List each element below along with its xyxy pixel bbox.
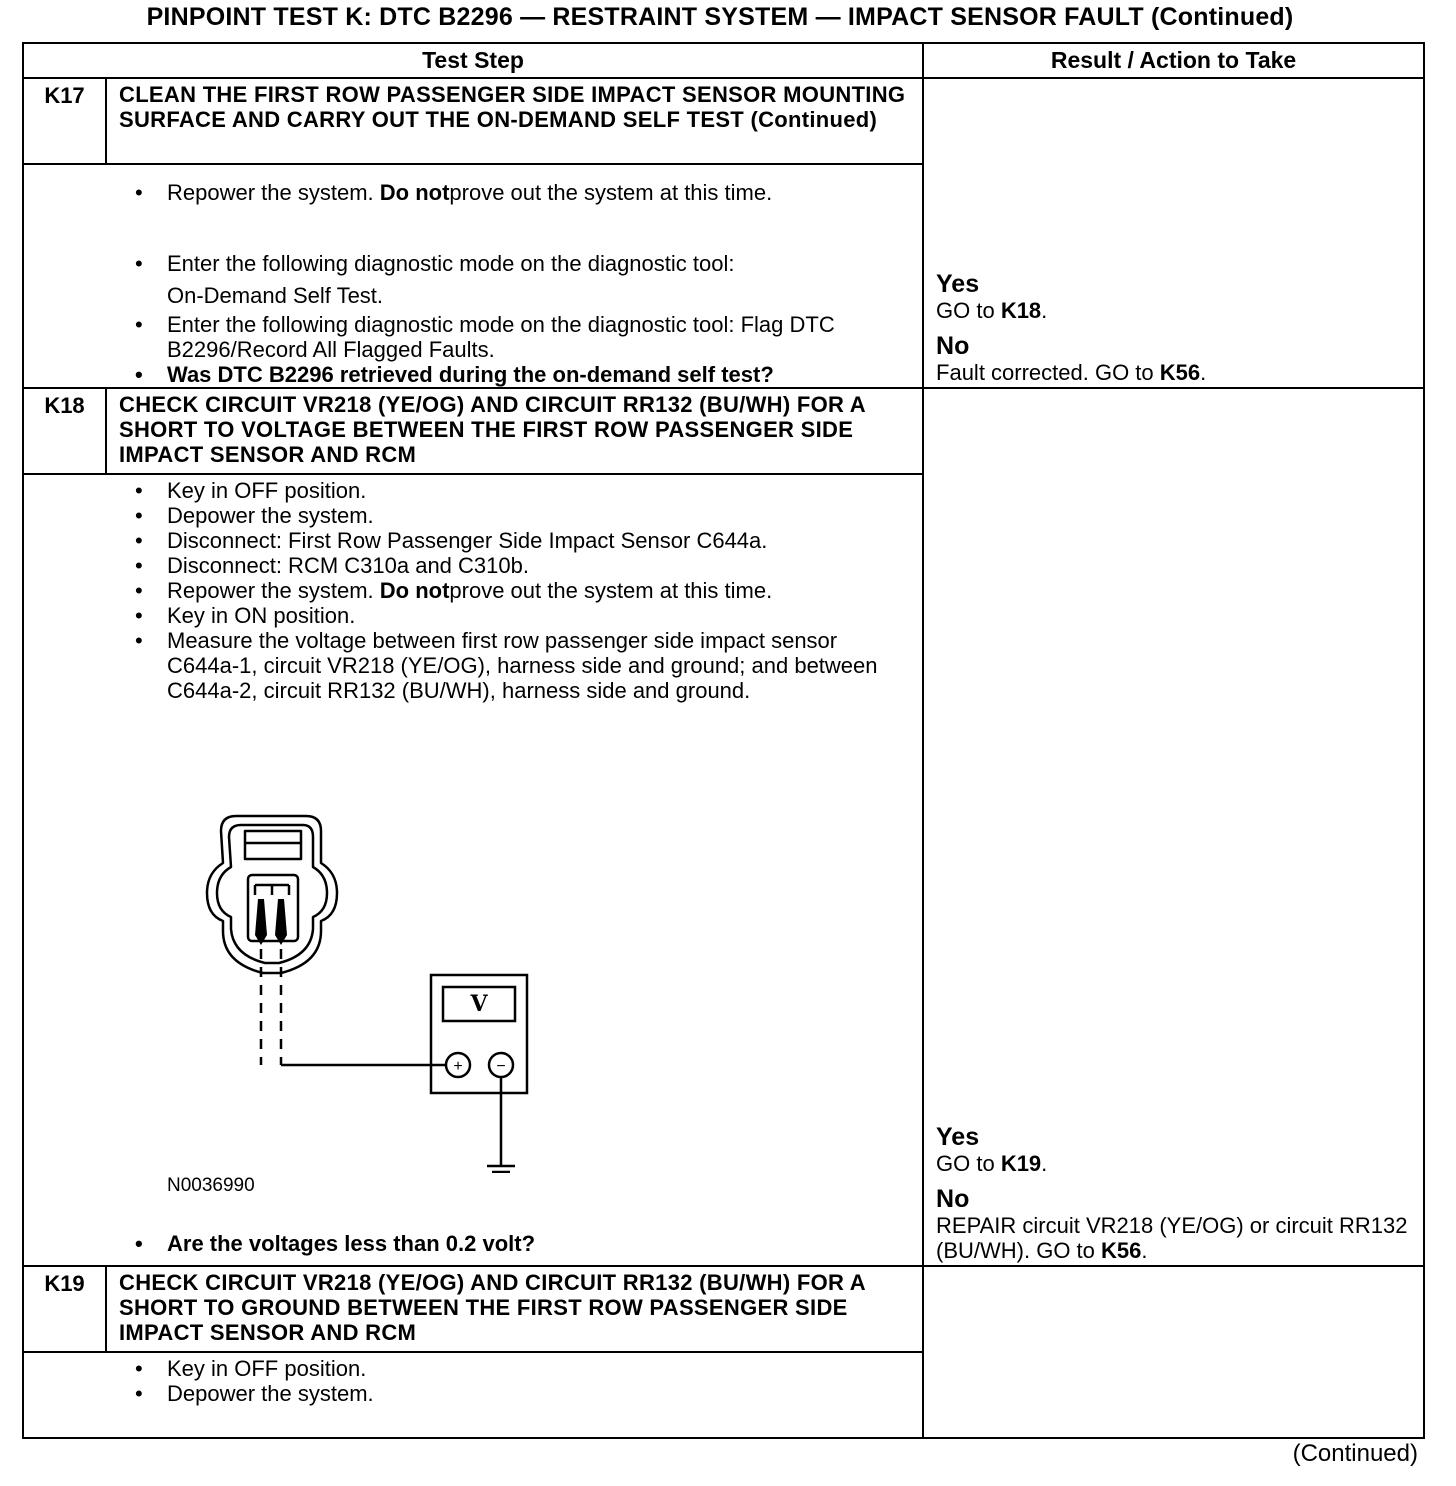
table-header-row [23,43,1424,78]
result-k18-yes-action: GO to K19. [936,1151,1048,1176]
probe-2 [275,899,287,945]
page-title: PINPOINT TEST K: DTC B2296 — RESTRAINT SYSTEM — IMPACT SENSOR FAULT (Continued) [146,3,1294,31]
link-k56[interactable]: K56 [1159,360,1201,385]
step-id-k18: K18 [23,388,106,474]
result-k19 [923,1266,1424,1438]
result-k17-no-action: Fault corrected. GO to K56. [936,360,1207,385]
step-k19-title-row [23,1266,1424,1352]
step-body-k17 [23,164,923,388]
list-item: • Repower the system. Do notprove out the system at this time. [131,578,910,603]
list-item: • Repower the system. Do notprove out the system at this time. [131,180,910,205]
list-item: • Was DTC B2296 retrieved during the on-demand self test? [131,362,910,387]
link-k56[interactable]: K56 [1101,1238,1142,1263]
pinpoint-test-table [22,42,1425,1439]
list-item: • Enter the following diagnostic mode on the diagnostic tool: On-Demand Self Test. [131,248,910,312]
list-item: • Enter the following diagnostic mode on the diagnostic tool: Flag DTC B2296/Record All Flagged Faults. [131,312,910,362]
step-title-k19: CHECK CIRCUIT VR218 (YE/OG) AND CIRCUIT RR132 (BU/WH) FOR A SHORT TO GROUND BETWEEN THE FIRST ROW PASSENGER SIDE IMPACT SENSOR AND RCM [106,1266,923,1352]
figure-id: N0036990 [167,1175,255,1196]
step-k17-title-row [23,78,1424,164]
list-item: • Key in OFF position. [131,478,910,503]
step-id-k19: K19 [23,1266,106,1352]
list-item: • Measure the voltage between first row passenger side impact sensor C644a-1, circuit VR218 (YE/OG), harness side and ground; and between C644a-2, circuit RR132 (BU/WH), harness side and ground. [131,628,910,703]
result-k17-yes-label: Yes [936,270,980,298]
plus-label: + [453,1058,463,1075]
figure-voltage-measurement [131,703,910,1231]
list-item: • Key in OFF position. [131,1356,910,1381]
step-title-k17: CLEAN THE FIRST ROW PASSENGER SIDE IMPACT SENSOR MOUNTING SURFACE AND CARRY OUT THE ON-DEMAND SELF TEST (Continued) [106,78,923,164]
list-item: • Disconnect: First Row Passenger Side Impact Sensor C644a. [131,528,910,553]
step-id-k17: K17 [23,78,106,164]
step-k18-title-row [23,388,1424,474]
link-k19[interactable]: K19 [1000,1151,1042,1176]
voltmeter-symbol: V [470,991,488,1017]
link-k18[interactable]: K18 [1000,298,1042,323]
list-item: • Key in ON position. [131,603,910,628]
header-test-step: Test Step [23,43,923,78]
result-k17-yes-action: GO to K18. [936,298,1048,323]
step-body-k18 [23,474,923,1266]
list-item: • Depower the system. [131,503,910,528]
result-k18-yes-label: Yes [936,1123,980,1151]
voltmeter-connector-diagram [131,703,731,1173]
continued-footer: (Continued) [1292,1440,1418,1467]
result-k17 [923,78,1424,388]
list-item: • Depower the system. [131,1381,910,1406]
list-item: • Are the voltages less than 0.2 volt? [131,1231,910,1256]
result-k18 [923,388,1424,1266]
result-k18-no-label: No [936,1185,970,1213]
header-result-action: Result / Action to Take [923,43,1424,78]
minus-label: − [496,1058,506,1075]
step-body-k19 [23,1352,923,1438]
result-k18-no-action: REPAIR circuit VR218 (YE/OG) or circuit RR132 (BU/WH). GO to K56. [936,1213,1408,1263]
result-k17-no-label: No [936,332,970,360]
connector-latch [245,831,301,859]
step-title-k18: CHECK CIRCUIT VR218 (YE/OG) AND CIRCUIT RR132 (BU/WH) FOR A SHORT TO VOLTAGE BETWEEN THE FIRST ROW PASSENGER SIDE IMPACT SENSOR AND RCM [106,388,923,474]
list-item: • Disconnect: RCM C310a and C310b. [131,553,910,578]
probe-1 [255,899,267,945]
